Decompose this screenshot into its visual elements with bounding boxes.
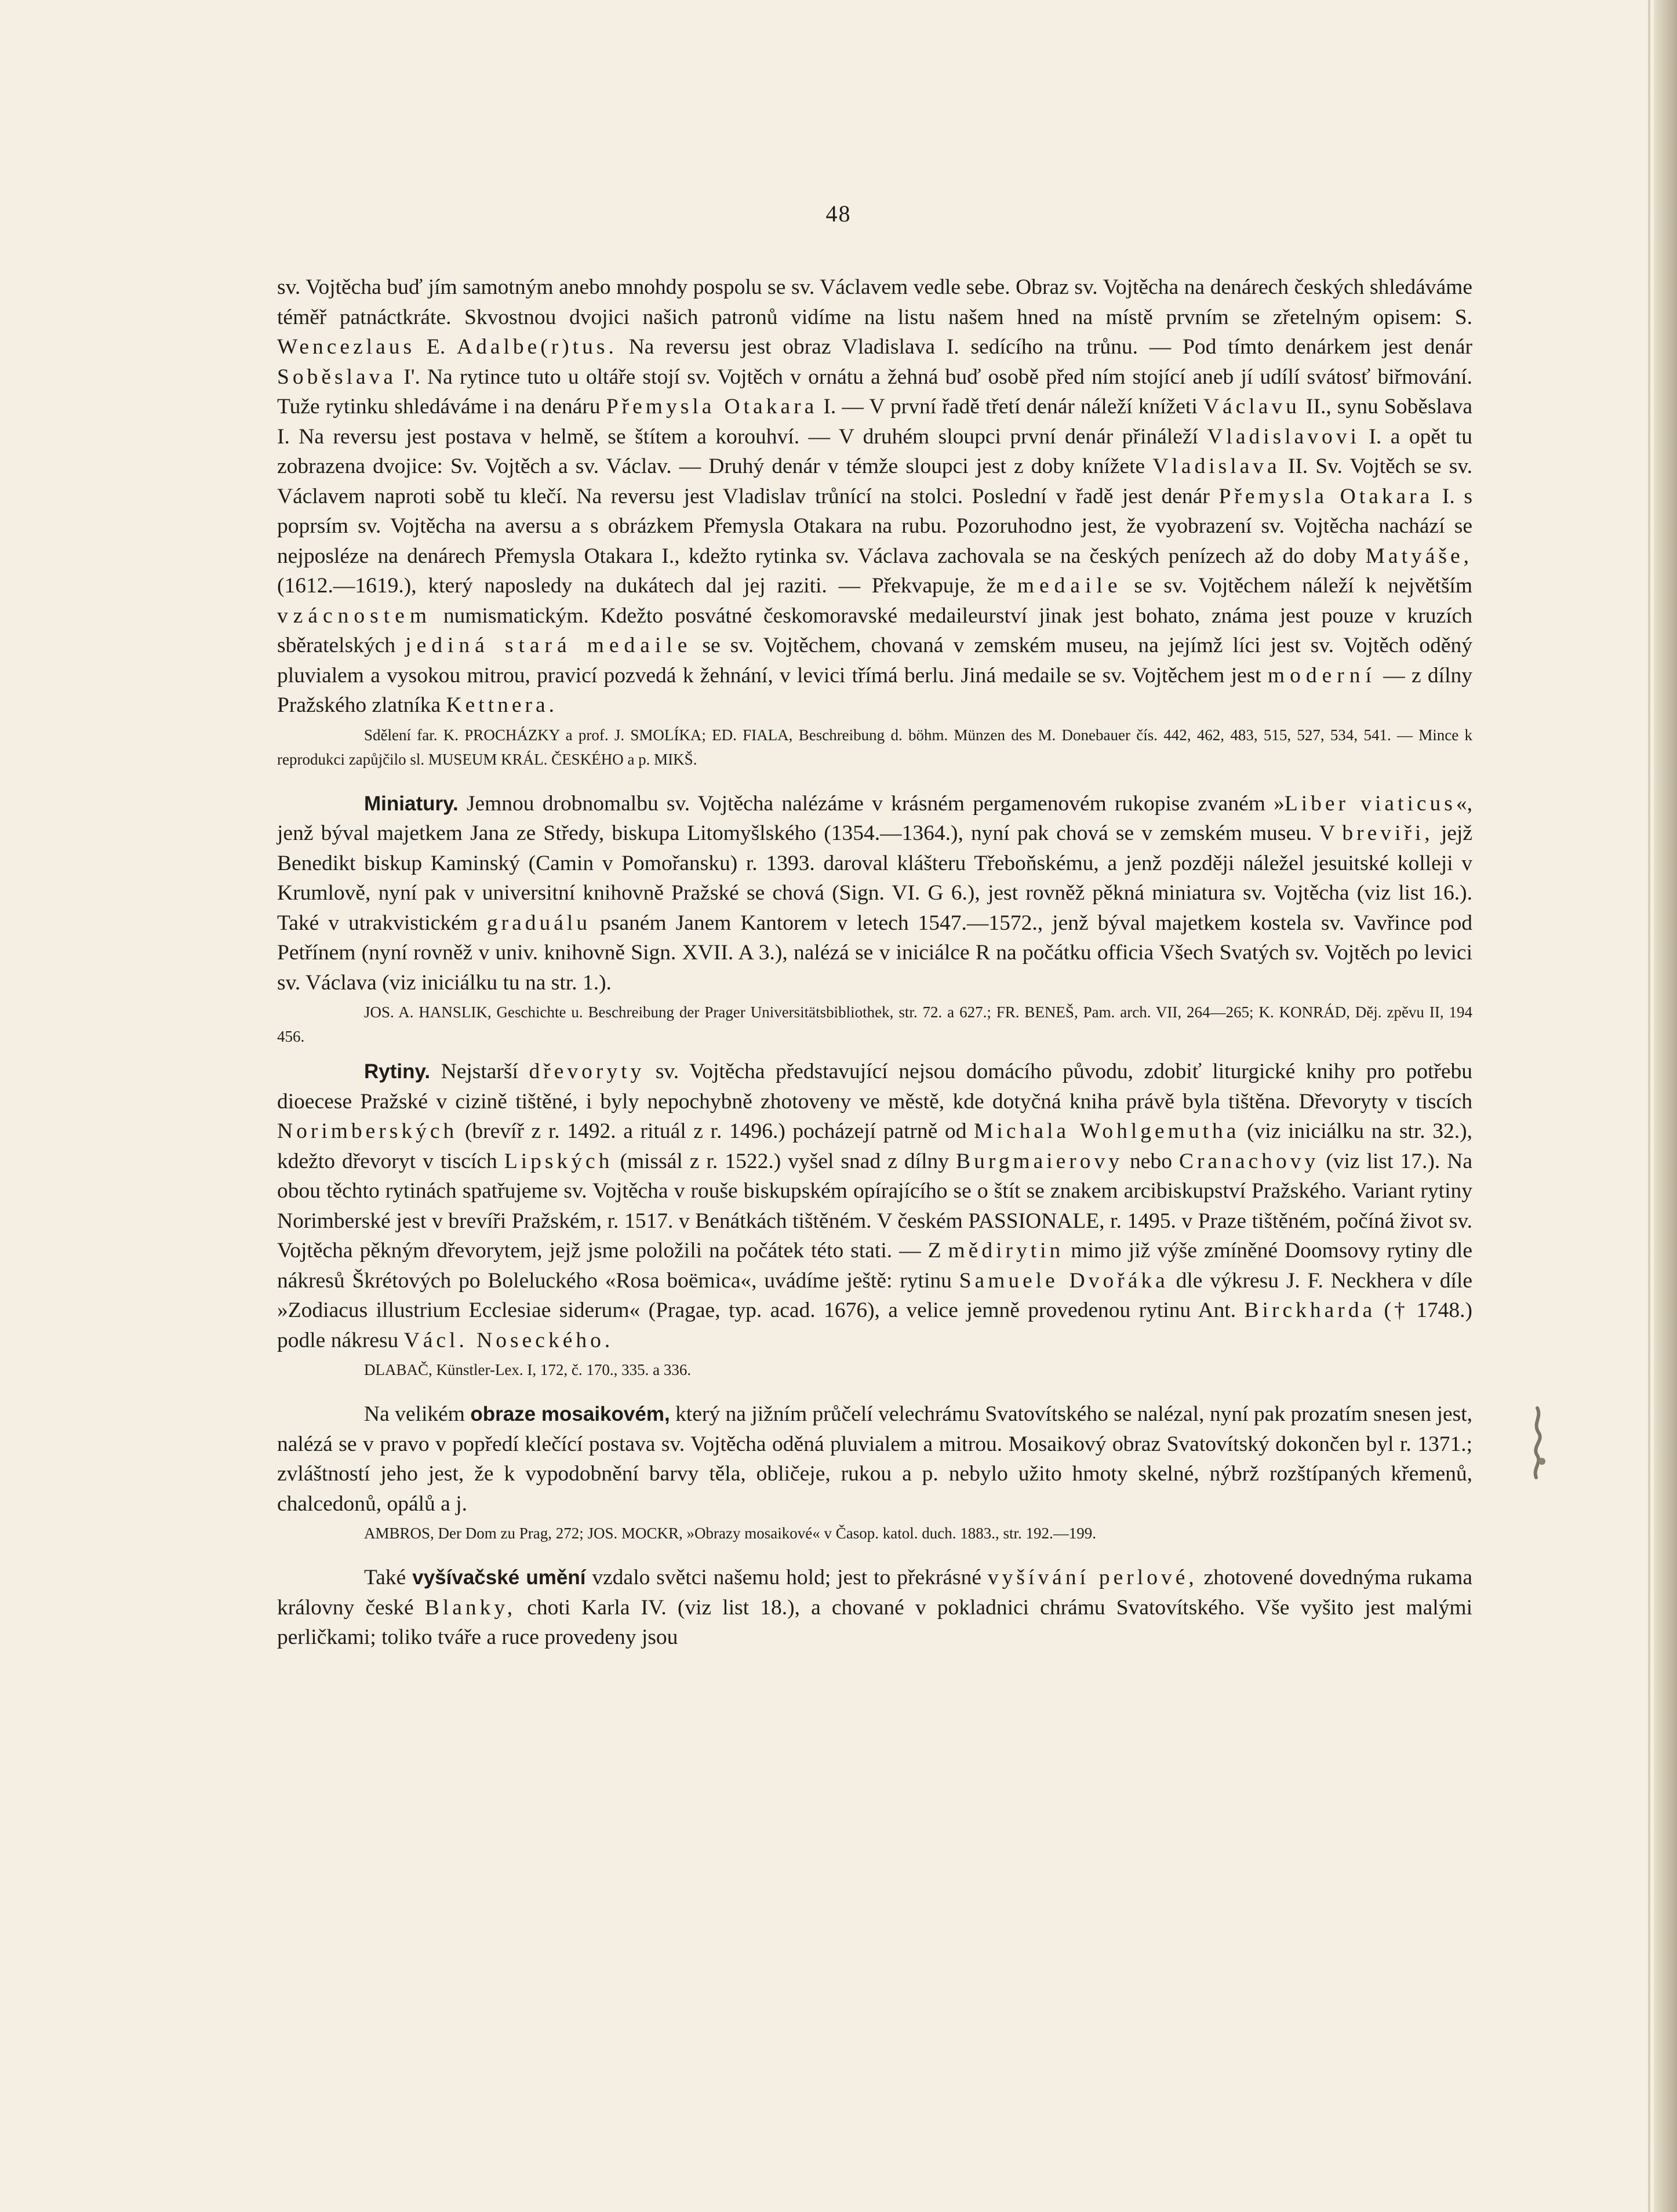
text-run: jejž Benedikt biskup Kaminský (Camin v Pomořansku) r. 1393. daroval klášteru Třeboňskému, a jenž později náležel jesuitské kolleji v Krumlově, nyní pak v universitní knihovně Pražské se chová (Sign. VI. G 6.), jest rovněž pěkná miniatura sv. Vojtěcha (viz list 16.). Také v utrakvistickém — [277, 821, 1472, 935]
emphasis-text: Adalbe(r)tus. — [457, 335, 617, 359]
text-run: «, jenž býval majetkem Jana ze Středy, biskupa Litomyšlského (1354.—1364.), nyní pak chová se v zemském museu. V — [277, 791, 1472, 845]
emphasis-text: Přemysla Otakara — [606, 395, 818, 419]
page-edge-shadow — [1654, 0, 1677, 2212]
text-run: psaném Janem Kantorem v letech 1547.—1572., jenž býval majetkem kostela sv. Vavřince pod Petřínem (nyní rovněž v univ. knihovně Sign. XVII. A 3.), nalézá se v iniciálce R na počátku officia Všech Svatých sv. Vojtěch po levici sv. Václava (viz iniciálku tu na str. 1.). — [277, 911, 1472, 995]
emphasis-text: Václavu — [1203, 395, 1300, 419]
page-number: 48 — [825, 201, 852, 227]
text-run: Na velikém — [364, 1402, 471, 1426]
emphasis-text: vyšívání perlové, — [987, 1566, 1198, 1589]
text-run: II. Sv. Vojtěch se sv. Václavem naproti sobě tu klečí. Na reversu jest Vladislav trůnící na stolci. Poslední v řadě jest denár — [277, 454, 1472, 508]
text-run: vzdalo světci našemu hold; jest to překrásné — [585, 1566, 988, 1589]
emphasis-text: jediná stará medaile — [405, 634, 693, 657]
emphasis-text: Blanky, — [424, 1595, 516, 1620]
page-body — [277, 272, 1472, 1653]
text-run: choti Karla IV. (viz list 18.), a chované v pokladnici chrámu Svatovítského. Vše vyšito jest malými perličkami; toliko tváře a ruce provedeny jsou — [277, 1595, 1473, 1649]
section-heading: vyšívačské umění — [412, 1566, 586, 1589]
text-run: († 1748.) podle nákresu — [277, 1298, 1472, 1352]
emphasis-text: vzácnostem — [277, 603, 432, 628]
text-run: Jemnou drobnomalbu sv. Vojtěcha nalézáme v krásném pergamenovém rukopise zvaném » — [458, 791, 1285, 816]
emphasis-text: breviři, — [1342, 821, 1434, 845]
emphasis-text: Wencezlaus — [277, 335, 416, 359]
emphasis-text: Přemysla Otakara — [1218, 484, 1434, 508]
text-run: I. a opět tu zobrazena dvojice: Sv. Vojtěch a sv. Václav. — Druhý denár v témže sloupci jest z doby knížete — [277, 424, 1472, 478]
margin-ink-mark — [1525, 1406, 1551, 1481]
text-run: sv. Vojtěcha představující nejsou domácího původu, zdobiť liturgické knihy pro potřebu dioecese Pražské v cizině tištěné, i byly nepochybně zhotoveny ve městě, kde dotyčná kniha právě byla tištěna. Dřevoryty v tiscích — [277, 1060, 1472, 1114]
paragraph-coins — [277, 272, 1472, 721]
text-run: (1612.—1619.), který naposledy na dukátech dal jej raziti. — Překvapuje, že — [277, 574, 1017, 598]
emphasis-text: Kettnera. — [446, 693, 558, 717]
source-note-engravings: DLABAČ, Künstler-Lex. I, 172, č. 170., 335. a 336. — [364, 1361, 692, 1378]
text-run: nebo — [1123, 1149, 1180, 1173]
emphasis-text: medaile — [1017, 574, 1123, 598]
page-edge-line — [1648, 0, 1650, 2212]
paragraph-engravings — [277, 1057, 1472, 1355]
text-run: Také — [364, 1566, 413, 1589]
text-run: E. — [415, 335, 457, 359]
emphasis-text: Norimberských — [277, 1119, 458, 1143]
emphasis-text: Lipských — [504, 1149, 613, 1173]
text-run: (viz list 17.). Na obou těchto rytinách spatřujeme sv. Vojtěcha v rouše biskupském opírajícího se o štít se znakem arcibiskupství Pražského. Variant rytiny Norimberské jest v brevíři Pražském, r. 1517. v Benátkách tištěném. V českém PASSIONALE, r. 1495. v Praze tištěném, počíná život sv. Vojtěcha pěkným dřevorytem, jejž jsme položili na počátek této stati. — Z — [277, 1149, 1472, 1263]
text-run: II., synu Soběslava I. Na reversu jest postava v helmě, se štítem a korouhví. — V druhém sloupci první denár přináleží — [277, 395, 1472, 449]
text-run: který na jižním průčelí velechrámu Svatovítského se nalézal, nyní pak prozatím snesen jest, nalézá se v pravo v popředí klečící postava sv. Vojtěcha oděná pluvialem a mitrou. Mosaikový obraz Svatovítský dokončen byl r. 1371.; zvláštností jeho jest, že k vypodobnění barvy těla, obličeje, rukou a p. nebylo užito hmoty skelné, nýbrž rozštípaných křemenů, chalcedonů, opálů a j. — [277, 1402, 1472, 1516]
emphasis-text: graduálu — [486, 911, 591, 935]
emphasis-text: Samuele Dvořáka — [959, 1268, 1169, 1293]
emphasis-text: Soběslava — [277, 365, 397, 389]
text-run: se sv. Vojtěchem náleží k největším — [1122, 574, 1472, 598]
text-run: (viz iniciálku na str. 32.), kdežto dřevoryt v tiscích — [277, 1119, 1472, 1173]
text-run: mimo již výše zmíněné Doomsovy rytiny dle nákresů Škrétových po Boleluckého «Rosa boëmica«, uvádíme ještě: rytinu — [277, 1239, 1472, 1293]
emphasis-text: Liber viaticus — [1284, 791, 1456, 816]
text-run: I'. Na rytince tuto u oltáře stojí sv. Vojtěch v ornátu a žehná buď osobě před ním stojící aneb jí udílí svátosť biřmování. Tuže rytinku shledáváme i na denáru — [277, 365, 1472, 419]
paragraph-embroidery — [277, 1563, 1472, 1653]
emphasis-text: Michala Wohlgemutha — [974, 1119, 1240, 1143]
emphasis-text: Cranachovy — [1179, 1149, 1319, 1173]
text-run: I. — V první řadě třetí denár náleží knížeti — [817, 395, 1203, 419]
paragraph-miniatures — [277, 789, 1472, 998]
emphasis-text: Vladislava — [1152, 454, 1281, 478]
text-run: dle výkresu J. F. Neckhera v díle »Zodiacus illustrium Ecclesiae siderum« (Pragae, typ. acad. 1676), a velice jemně provedenou rytinu Ant. — [277, 1268, 1472, 1322]
emphasis-text: mědirytin — [948, 1239, 1064, 1263]
section-heading: obraze mosaikovém, — [470, 1403, 670, 1425]
text-run: I. s poprsím sv. Vojtěcha na aversu a s obrázkem Přemysla Otakara na rubu. Pozoruhodno jest, že vyobrazení sv. Vojtěcha nachází se nejposléze na denárech Přemysla Otakara I., kdežto rytinka sv. Václava zachovala se na českých penízech až do doby — [277, 484, 1472, 568]
emphasis-text: Václ. Noseckého. — [403, 1328, 614, 1352]
emphasis-text: Birckharda — [1244, 1298, 1376, 1322]
source-note-coins: Sdělení far. K. PROCHÁZKY a prof. J. SMOLÍKA; ED. FIALA, Beschreibung d. böhm. Münzen des M. Donebauer čís. 442, 462, 483, 515, 527, 534, 541. — Mince k reprodukci zapůjčilo sl. MUSEUM KRÁL. ČESKÉHO a p. MIKŠ. — [277, 726, 1472, 768]
emphasis-text: Burgmaierovy — [956, 1149, 1123, 1173]
emphasis-text: dřevoryty — [529, 1060, 645, 1083]
text-run: Na reversu jest obraz Vladislava I. sedícího na trůnu. — Pod tímto denárkem jest denár — [617, 335, 1472, 359]
source-note-mosaic: AMBROS, Der Dom zu Prag, 272; JOS. MOCKR, »Obrazy mosaikové« v Časop. katol. duch. 1883., str. 192.—199. — [364, 1525, 1096, 1542]
emphasis-text: Matyáše, — [1365, 544, 1472, 568]
text-run: se sv. Vojtěchem, chovaná v zemském museu, na jejímž líci jest sv. Vojtěch oděný pluvialem a vysokou mitrou, pravicí pozvedá k žehnání, v levici třímá berlu. Jiná medaile se sv. Vojtěchem jest — [277, 634, 1472, 687]
text-run: — z dílny Pražského zlatníka — [277, 663, 1473, 717]
paragraph-mosaic — [277, 1399, 1472, 1519]
section-heading: Rytiny. — [364, 1060, 431, 1083]
text-run: zhotovené dovednýma rukama královny české — [277, 1566, 1472, 1620]
section-heading: Miniatury. — [364, 792, 459, 815]
text-run: Nejstarší — [430, 1060, 529, 1083]
emphasis-text: moderní — [1267, 663, 1377, 687]
emphasis-text: Vladislavovi — [1207, 424, 1360, 449]
source-note-miniatures: JOS. A. HANSLIK, Geschichte u. Beschreibung der Prager Universitätsbibliothek, str. 72. a 627.; FR. BENEŠ, Pam. arch. VII, 264—265; K. KONRÁD, Děj. zpěvu II, 194 456. — [277, 1003, 1472, 1045]
text-run: numismatickým. Kdežto posvátné českomoravské medaileurství jinak jest bohato, známa jest pouze v kruzích sběratelských — [277, 603, 1472, 657]
text-run: (missál z r. 1522.) vyšel snad z dílny — [613, 1149, 956, 1173]
text-run: sv. Vojtěcha buď jím samotným anebo mnohdy pospolu se sv. Václavem vedle sebe. Obraz sv. Vojtěcha na denárech českých shledáváme téměř patnáctkráte. Skvostnou dvojici našich patronů vidíme na listu našem hned na místě prvním se zřetelným opisem: S. — [277, 275, 1472, 329]
text-run: (brevíř z r. 1492. a rituál z r. 1496.) pocházejí patrně od — [457, 1119, 974, 1143]
